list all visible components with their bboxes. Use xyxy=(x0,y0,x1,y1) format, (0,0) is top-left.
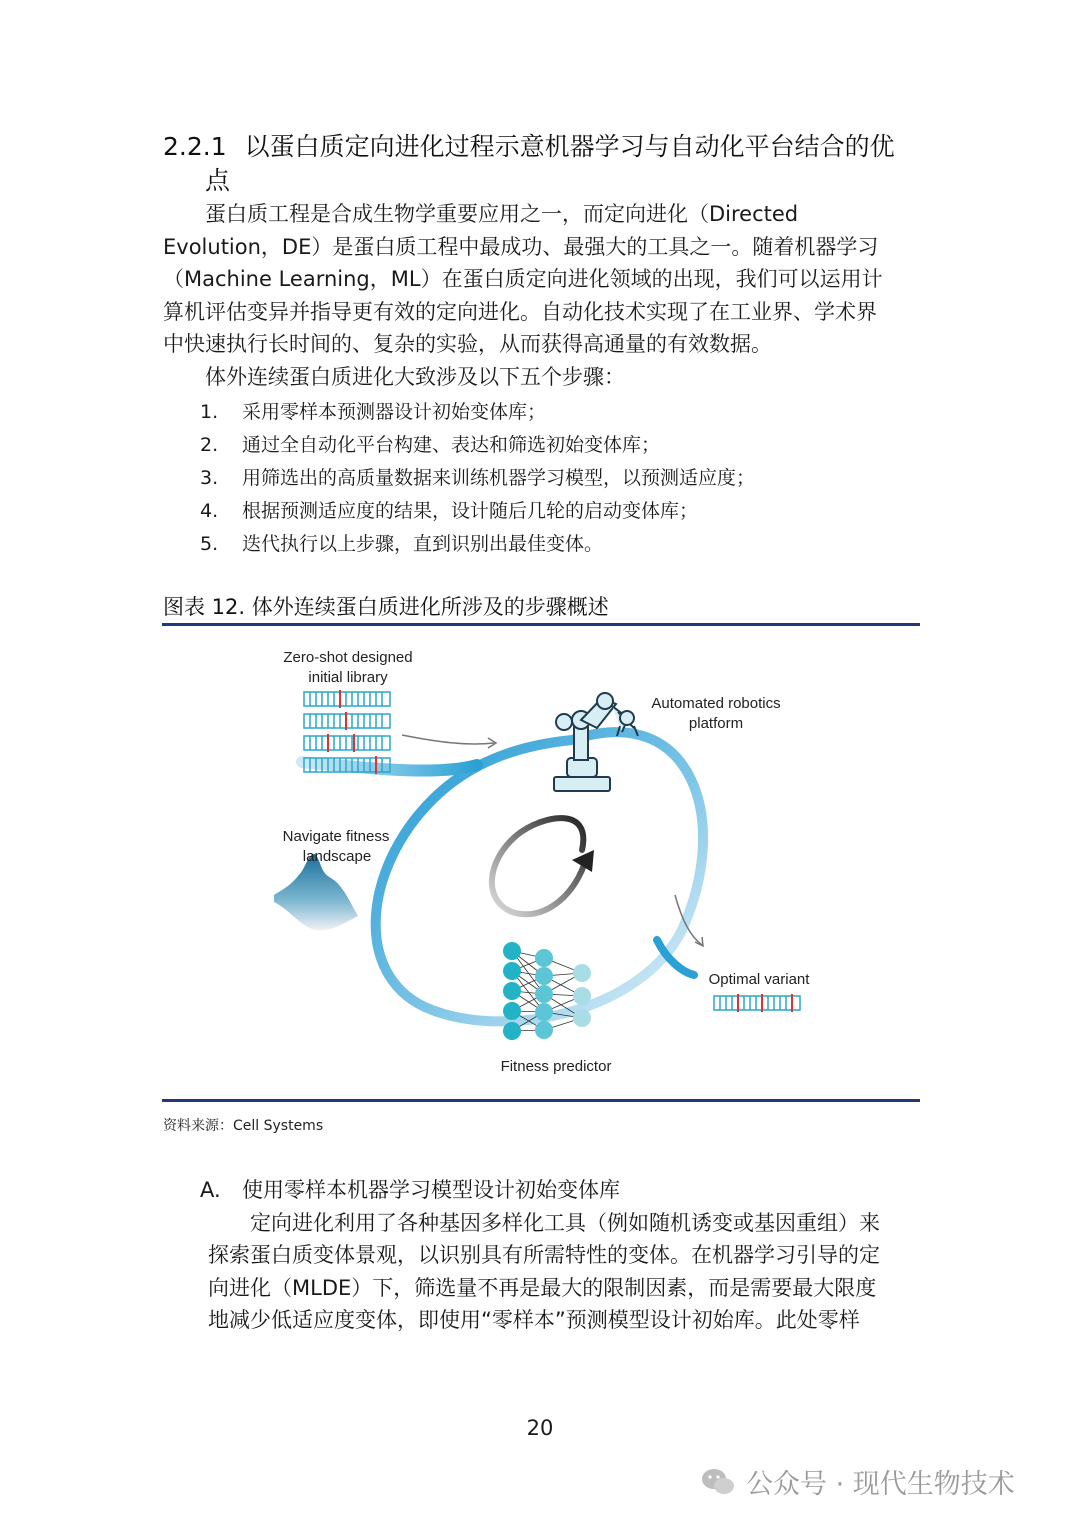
label-optimal-variant: Optimal variant xyxy=(708,971,810,988)
label-robotics-1: Automated robotics xyxy=(651,695,781,712)
watermark-text: 公众号 · 现代生物技术 xyxy=(746,1469,1015,1500)
section-heading xyxy=(163,130,923,198)
label-fitness-predictor: Fitness predictor xyxy=(500,1058,612,1075)
figure-bottom-rule xyxy=(162,1099,920,1102)
fitness-landscape-icon xyxy=(274,854,358,930)
heading-title-continued: 点 xyxy=(205,166,231,195)
heading-title: 以蛋白质定向进化过程示意机器学习与自动化平台结合的优 xyxy=(244,132,895,161)
neural-network-nodes xyxy=(503,942,591,1040)
label-navigate-1: Navigate fitness xyxy=(282,828,390,845)
wechat-icon xyxy=(700,1467,736,1497)
figure-diagram xyxy=(262,640,822,1085)
section-a-line: 探索蛋白质变体景观，以识别具有所需特性的变体。在机器学习引导的定 xyxy=(208,1243,880,1267)
figure-top-rule xyxy=(162,623,920,626)
page-number: 20 xyxy=(526,1416,554,1440)
section-a-line: 定向进化利用了各种基因多样化工具（例如随机诱变或基因重组）来 xyxy=(250,1210,880,1235)
intro-line: 算机评估变异并指导更有效的定向进化。自动化技术实现了在工业界、学术界 xyxy=(163,299,877,324)
steps-list xyxy=(200,396,900,561)
intro-line: （Machine Learning，ML）在蛋白质定向进化领域的出现，我们可以运用计 xyxy=(163,267,883,291)
label-zero-shot-2: initial library xyxy=(308,669,388,686)
section-a-line: 向进化（MLDE）下，筛选量不再是最大的限制因素，而是需要最大限度 xyxy=(208,1275,877,1300)
watermark xyxy=(700,1462,1015,1501)
list-item: 3. 用筛选出的高质量数据来训练机器学习模型，以预测适应度； xyxy=(200,467,756,489)
optimal-variant-dna-icon xyxy=(714,996,800,1010)
label-zero-shot-1: Zero-shot designed xyxy=(283,649,413,666)
intro-line: 蛋白质工程是合成生物学重要应用之一，而定向进化（Directed xyxy=(205,202,799,226)
section-a-body xyxy=(200,1207,920,1337)
label-robotics-2: platform xyxy=(688,715,744,732)
list-item: 5. 迭代执行以上步骤，直到识别出最佳变体。 xyxy=(200,533,604,555)
steps-intro: 体外连续蛋白质进化大致涉及以下五个步骤： xyxy=(205,364,625,389)
list-item: 1. 采用零样本预测器设计初始变体库； xyxy=(200,401,547,423)
intro-line: Evolution，DE）是蛋白质工程中最成功、最强大的工具之一。随着机器学习 xyxy=(163,234,879,259)
library-arrow xyxy=(402,735,494,744)
section-a-title: A. 使用零样本机器学习模型设计初始变体库 xyxy=(200,1178,620,1202)
list-item: 2. 通过全自动化平台构建、表达和筛选初始变体库； xyxy=(200,434,661,456)
heading-number: 2.2.1 xyxy=(163,132,227,161)
section-a-line: 地减少低适应度变体，即使用“零样本”预测模型设计初始库。此处零样 xyxy=(208,1308,860,1332)
section-a xyxy=(200,1174,920,1337)
cycle-arrow xyxy=(492,818,584,914)
figure-caption: 图表 12. 体外连续蛋白质进化所涉及的步骤概述 xyxy=(163,595,609,619)
label-navigate-2: landscape xyxy=(302,848,372,865)
intro-paragraph xyxy=(163,198,908,393)
figure-source: 资料来源：Cell Systems xyxy=(163,1118,324,1134)
list-item: 4. 根据预测适应度的结果，设计随后几轮的启动变体库； xyxy=(200,500,699,522)
intro-line: 中快速执行长时间的、复杂的实验，从而获得高通量的有效数据。 xyxy=(163,332,772,356)
